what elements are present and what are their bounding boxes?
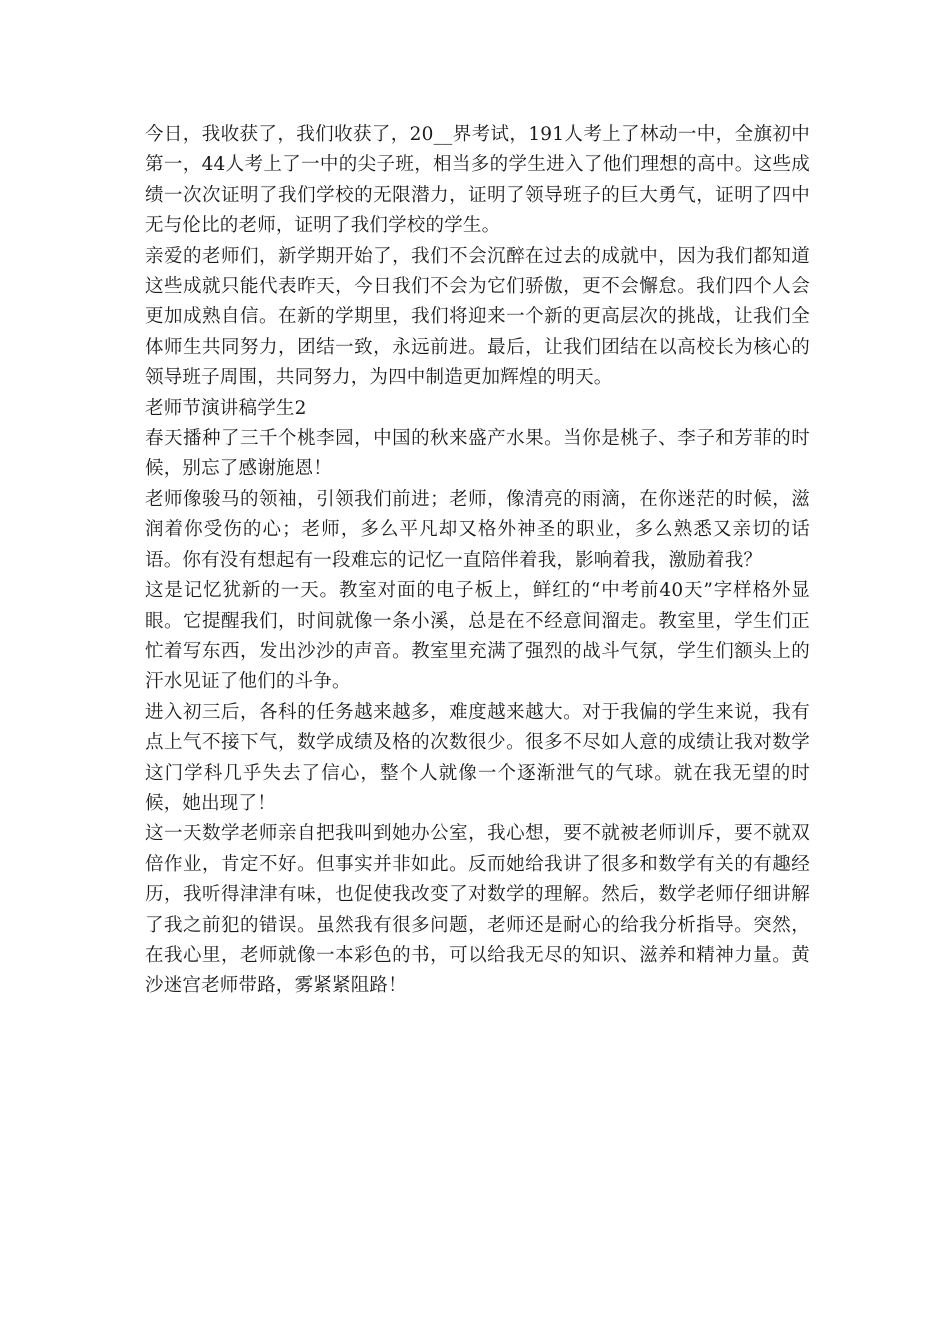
document-body [145, 120, 810, 1002]
paragraph-teacher-metaphor: 老师像骏马的领袖，引领我们前进；老师，像清亮的雨滴，在你迷茫的时候，滋润着你受伤的心；老师，多么平凡却又格外神圣的职业，多么熟悉又亲切的话语。你有没有想起有一段难忘的记忆一直陪伴着我，影响着我，激励着我？ [145, 488, 810, 571]
paragraph-new-semester: 亲爱的老师们，新学期开始了，我们不会沉醉在过去的成就中，因为我们都知道这些成就只能代表昨天，今日我们不会为它们骄傲，更不会懈怠。我们四个人会更加成熟自信。在新的学期里，我们将迎来一个新的更高层次的挑战，让我们全体师生共同努力，团结一致，永远前进。最后，让我们团结在以高校长为核心的领导班子周围，共同努力，为四中制造更加辉煌的明天。 [145, 245, 810, 389]
paragraph-exam-results: 今日，我收获了，我们收获了，20__界考试，191人考上了林动一中，全旗初中第一，44人考上了一中的尖子班，相当多的学生进入了他们理想的高中。这些成绩一次次证明了我们学校的无限潜力，证明了领导班子的巨大勇气，证明了四中无与伦比的老师，证明了我们学校的学生。 [145, 124, 810, 237]
paragraph-memorable-day: 这是记忆犹新的一天。教室对面的电子板上，鲜红的“中考前40天”字样格外显眼。它提醒我们，时间就像一条小溪，总是在不经意间溜走。教室里，学生们正忙着写东西，发出沙沙的声音。教室里充满了强烈的战斗气氛，学生们额头上的汗水见证了他们的斗争。 [145, 580, 810, 693]
paragraph-grade-nine: 进入初三后，各科的任务越来越多，难度越来越大。对于我偏的学生来说，我有点上气不接下气，数学成绩及格的次数很少。很多不尽如人意的成绩让我对数学这门学科几乎失去了信心，整个人就像一个逐渐泄气的气球。就在我无望的时候，她出现了！ [145, 701, 810, 814]
section-heading: 老师节演讲稿学生2 [145, 397, 307, 419]
paragraph-spring: 春天播种了三千个桃李园，中国的秋来盛产水果。当你是桃子、李子和芳菲的时候，别忘了感谢施恩！ [145, 428, 810, 480]
paragraph-math-teacher: 这一天数学老师亲自把我叫到她办公室，我心想，要不就被老师训斥，要不就双倍作业，肯定不好。但事实并非如此。反而她给我讲了很多和数学有关的有趣经历，我听得津津有味，也促使我改变了对数学的理解。然后，数学老师仔细讲解了我之前犯的错误。虽然我有很多问题，老师还是耐心的给我分析指导。突然，在我心里，老师就像一本彩色的书，可以给我无尽的知识、滋养和精神力量。黄沙迷宫老师带路，雾紧紧阻路！ [145, 823, 810, 997]
